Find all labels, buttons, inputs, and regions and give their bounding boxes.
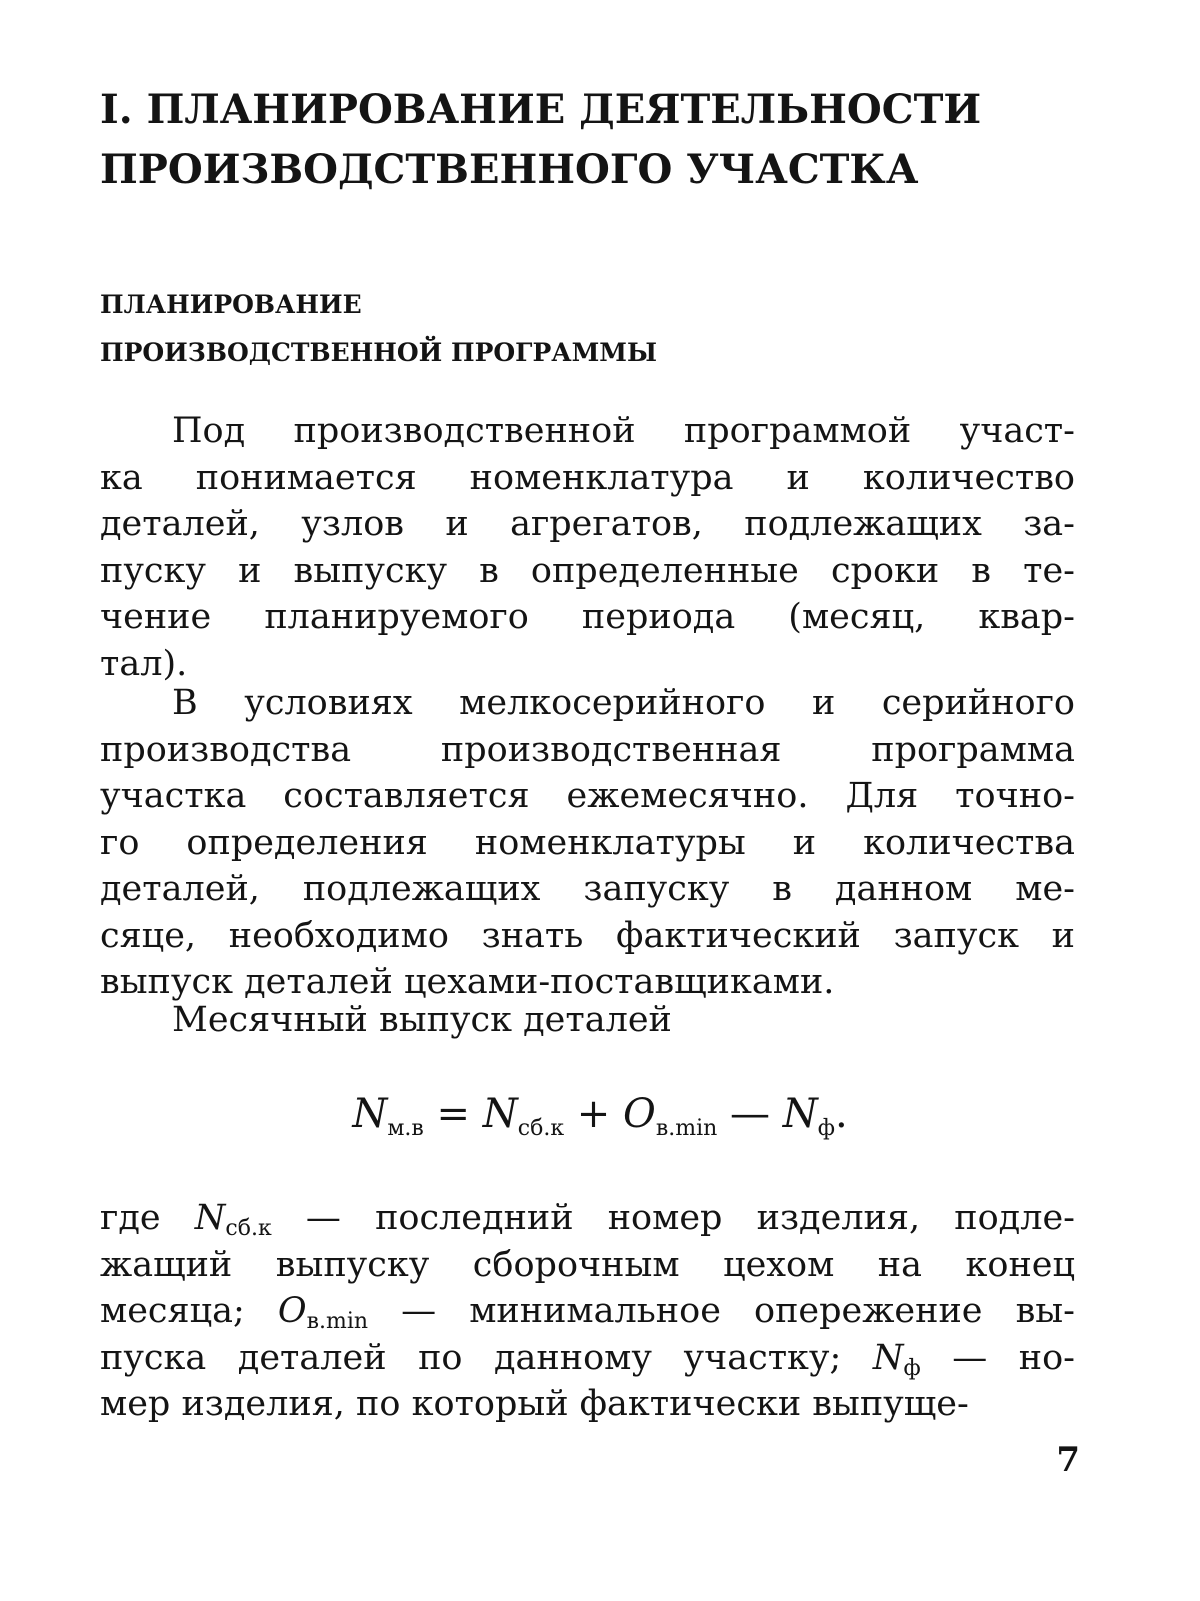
paragraph-serial-production	[100, 680, 1075, 1006]
page-number: 7	[1056, 1440, 1080, 1480]
formula-subscript: в.min	[655, 1116, 718, 1141]
text-line: жащий выпуску сборочным цехом на конец	[100, 1244, 1075, 1285]
text-line: деталей, подлежащих запуску в данном ме-	[100, 869, 1075, 909]
text-line	[100, 1335, 1075, 1382]
formula-end: .	[834, 1091, 848, 1137]
formula-symbol: N	[872, 1337, 904, 1378]
formula-subscript: сб.к	[225, 1216, 272, 1241]
formula-subscript: ф	[817, 1116, 835, 1141]
formula-operator: =	[423, 1091, 483, 1137]
formula-symbol: N	[352, 1091, 388, 1137]
section-title-line-2: ПРОИЗВОДСТВЕННОЙ ПРОГРАММЫ	[100, 338, 657, 367]
formula-symbol: O	[277, 1291, 307, 1331]
formula-subscript: м.в	[387, 1116, 424, 1141]
text-line: выпуск деталей цехами-поставщиками.	[100, 962, 835, 1002]
text-fragment: — но-	[920, 1337, 1075, 1378]
text-line: Под производственной программой участ-	[172, 411, 1075, 451]
formula-operator: +	[564, 1091, 624, 1137]
text-line	[100, 1288, 1075, 1335]
text-line: мер изделия, по который фактически выпуще-	[100, 1384, 969, 1424]
text-line: производства производственная программа	[100, 729, 1075, 770]
chapter-title-line-1: I. ПЛАНИРОВАНИЕ ДЕЯТЕЛЬНОСТИ	[100, 86, 982, 133]
text-line: го определения номенклатуры и количества	[100, 822, 1075, 863]
text-line: деталей, узлов и агрегатов, подлежащих за-	[100, 504, 1075, 544]
formula-symbol: N	[194, 1198, 226, 1238]
formula-subscript: в.min	[306, 1309, 369, 1334]
text-line: Месячный выпуск деталей	[172, 1000, 672, 1040]
formula-subscript: ф	[903, 1355, 921, 1381]
text-fragment: — последний номер изделия, подле-	[271, 1198, 1075, 1238]
text-fragment: месяца;	[100, 1291, 278, 1331]
text-line: сяце, необходимо знать фактический запуск и	[100, 915, 1075, 956]
chapter-title-line-2: ПРОИЗВОДСТВЕННОГО УЧАСТКА	[100, 146, 919, 193]
section-title	[100, 281, 1100, 377]
section-title-line-1: ПЛАНИРОВАНИЕ	[100, 290, 362, 319]
text-line: чение планируемого периода (месяц, квар-	[100, 597, 1075, 637]
paragraph-monthly-output	[100, 997, 1075, 1044]
paragraph-production-program-definition	[100, 408, 1075, 687]
text-line	[100, 1195, 1075, 1242]
formula-symbol: O	[623, 1091, 656, 1137]
text-line: В условиях мелкосерийного и серийного	[172, 683, 1075, 723]
text-fragment: где	[100, 1198, 195, 1238]
chapter-title	[100, 80, 1100, 200]
text-fragment: пуска деталей по данному участку;	[100, 1337, 873, 1378]
formula-symbol: N	[782, 1091, 818, 1137]
text-line: тал).	[100, 643, 188, 684]
text-fragment: — минимальное опережение вы-	[368, 1291, 1075, 1331]
formula-monthly-output	[0, 1084, 1200, 1144]
paragraph-formula-explanation	[100, 1195, 1075, 1428]
text-line: участка составляется ежемесячно. Для точно-	[100, 776, 1075, 816]
formula-subscript: сб.к	[517, 1116, 565, 1141]
formula-operator: —	[717, 1091, 783, 1137]
text-line: ка понимается номенклатура и количество	[100, 457, 1075, 498]
text-line: пуску и выпуску в определенные сроки в те-	[100, 550, 1075, 591]
formula-symbol: N	[482, 1091, 518, 1137]
